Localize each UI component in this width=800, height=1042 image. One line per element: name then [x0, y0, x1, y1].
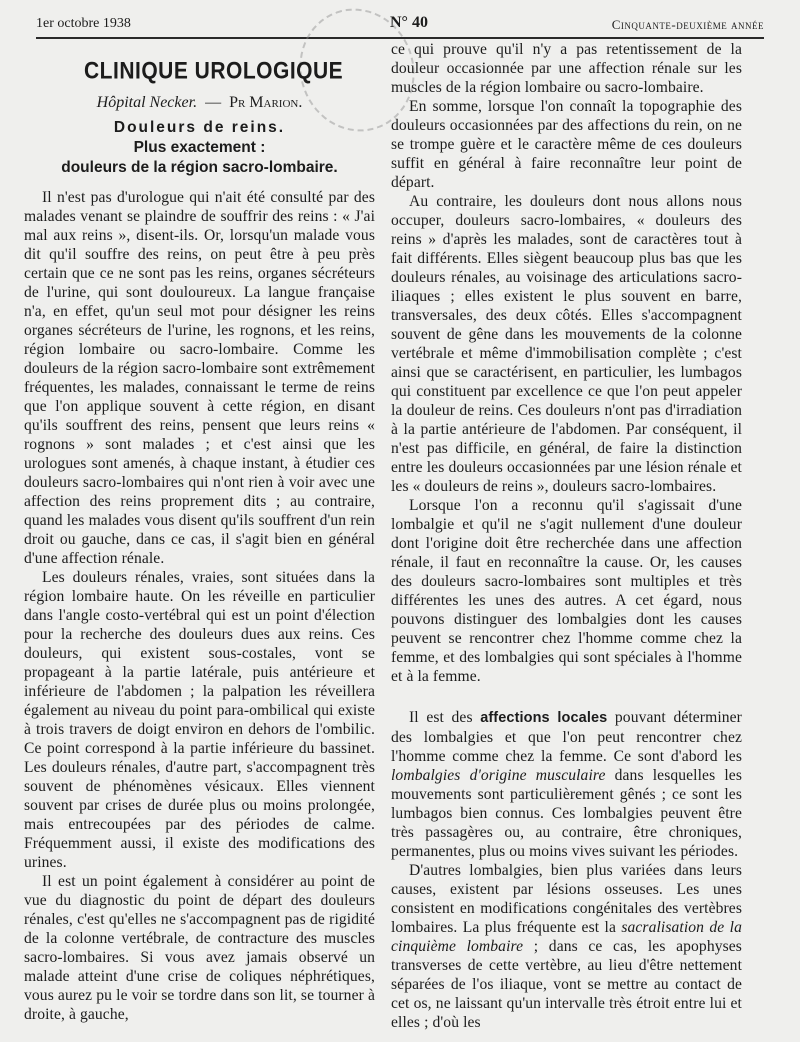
- paragraph: En somme, lorsque l'on connaît la topographie des douleurs occasionnées par des affections du rein, on ne se trompe guère et le caractère même de ces douleurs suffit en général à faire reconnaître leur point de départ.: [391, 98, 742, 191]
- italic-term: sacralisation de la cinquième lombaire: [391, 919, 742, 955]
- text-run: Il est des: [409, 709, 481, 726]
- paragraph: ce qui prouve qu'il n'y a pas retentissement de la douleur occasionnée par une affection rénale sur les muscles de la région lombaire ou sacro-lombaire.: [391, 41, 742, 96]
- paragraph: Les douleurs rénales, vraies, sont situées dans la région lombaire haute. On les réveille en particulier dans l'angle costo-vertébral qui est un point d'élection pour la recherche des douleurs dues aux reins. Ces douleurs, qui existent sous-costales, vont se propageant à la partie latérale, puis antérieure et inférieure de l'abdomen ; la palpation les réveillera également au niveau du point para-ombilical qui existe à trois travers de doigt environ en dehors de l'ombilic. Ce point correspond à la partie inférieure du bassinet. Les douleurs rénales, d'autre part, s'accompagnent très souvent de phénomènes vésicaux. Elles viennent souvent par crises de durée plus ou moins prolongée, mais entrecoupées par des périodes de calme. Fréquemment aussi, il existe des modifications des urines.: [24, 569, 375, 871]
- text-run: ; dans ce cas, les apophyses transverses de cette vertèbre, au lieu d'être nettement séparées de l'os iliaque, vont se mettre au contact de cet os, ne laissant qu'un intervalle très étroit entre lui et elles ; d'où les: [391, 938, 742, 1031]
- text-run: pouvant déterminer des lombalgies et que l'on peut rencontrer chez l'homme comme chez la femme. Ce sont d'abord les: [391, 709, 742, 765]
- section-title: CLINIQUE UROLOGIQUE: [84, 58, 344, 85]
- text-run: D'autres lombalgies, bien plus variées dans leurs causes, existent par lésions osseuses. Les unes consistent en modifications congénitales des vertèbres lombaires. La plus fréquente est la: [391, 862, 742, 936]
- paragraph: Il est un point également à considérer au point de vue du diagnostic du point de départ des douleurs rénales, c'est qu'elles ne s'accompagnent pas de rigidité de la colonne vertébrale, de contracture des muscles sacro-lombaires. Si vous avez jamais observé un malade atteint d'une crise de coliques néphrétiques, vous aurez pu le voir se tordre dans son lit, se tourner à droite, à gauche,: [24, 873, 375, 1023]
- issue-date: 1er octobre 1938: [36, 16, 131, 31]
- bold-term: affections locales: [480, 710, 608, 726]
- issue-number: N° 40: [390, 14, 428, 31]
- article-title-1: Douleurs de reins.: [113, 119, 286, 136]
- paragraph: [391, 708, 742, 861]
- text-run: dans lesquelles les mouvements sont particulièrement gênés ; ce sont les lumbagos bien connus. Ces lombalgies peuvent être très passagères ou, au contraire, être chroniques, permanentes, plus ou moins vives suivant les périodes.: [391, 767, 742, 860]
- article-title-3: douleurs de la région sacro-lombaire.: [61, 159, 338, 176]
- article-byline: Hôpital Necker. — Pr Marion.: [96, 94, 303, 111]
- italic-term: lombalgies d'origine musculaire: [391, 767, 606, 784]
- paragraph: Lorsque l'on a reconnu qu'il s'agissait d'une lombalgie et qu'il ne s'agit nullement d'une douleur dont l'origine doit être recherchée dans une affection rénale, il faut en reconnaître la cause. Or, les causes des douleurs sacro-lombaires sont multiples et très différentes les unes des autres. A cet égard, nous pouvons distinguer des lombalgies dont les causes peuvent se rencontrer chez l'homme comme chez la femme, et des lombalgies qui sont spéciales à l'homme et à la femme.: [391, 497, 742, 685]
- paragraph: Au contraire, les douleurs dont nous allons nous occuper, douleurs sacro-lombaires, « douleurs des reins » d'après les malades, sont de caractères tout à fait différents. Elles siègent beaucoup plus bas que les douleurs rénales, au voisinage des articulations sacro-iliaques ; elles existent le plus souvent en barre, transversales, des deux côtés. Elles s'accompagnent souvent de gêne dans les mouvements de la colonne vertébrale et même d'immobilisation complète ; c'est ainsi que se caractérisent, en particulier, les lumbagos qui constituent par excellence ce que l'on peut appeler la douleur de reins. Ces douleurs n'ont pas d'irradiation à la partie antérieure de l'abdomen. Par conséquent, il n'est pas difficile, en général, de faire la distinction entre les douleurs occasionnées par une lésion rénale et les « douleurs de reins », douleurs sacro-lombaires.: [391, 193, 742, 495]
- hospital-name: Hôpital Necker.: [96, 94, 198, 111]
- publication-year: Cinquante-deuxième année: [611, 17, 764, 32]
- left-column: [24, 40, 375, 1024]
- right-column: [391, 40, 742, 1032]
- author-name: Pr Marion.: [229, 94, 303, 111]
- article-title-2: Plus exactement :: [133, 139, 266, 156]
- paragraph: Il n'est pas d'urologue qui n'ait été consulté par des malades venant se plaindre de souffrir des reins : « J'ai mal aux reins », disent-ils. Or, lorsqu'un malade vous dit qu'il souffre des reins, on peut être à peu près certain que ce ne sont pas les reins, organes sécréteurs de l'urine, qui sont douloureux. La langue française n'a, en effet, qu'un seul mot pour désigner les reins organes sécréteurs de l'urine, les rognons, et les reins, région lombaire ou sacro-lombaire. Comme les douleurs de la région sacro-lombaire sont extrêmement fréquentes, les malades, connaissant le terme de reins que l'on applique souvent à cette région, en disant qu'ils souffrent des reins, pensent que leurs reins « rognons » sont malades ; et c'est ainsi que les urologues sont amenés, à chaque instant, à étudier ces douleurs sacro-lombaires qui n'ont rien à voir avec une affection des reins proprement dits ; au contraire, quand les malades vous disent qu'ils souffrent d'un rein droit ou gauche, dans ce cas, il s'agit bien en général d'une affection rénale.: [24, 189, 375, 567]
- paragraph: [391, 861, 742, 1032]
